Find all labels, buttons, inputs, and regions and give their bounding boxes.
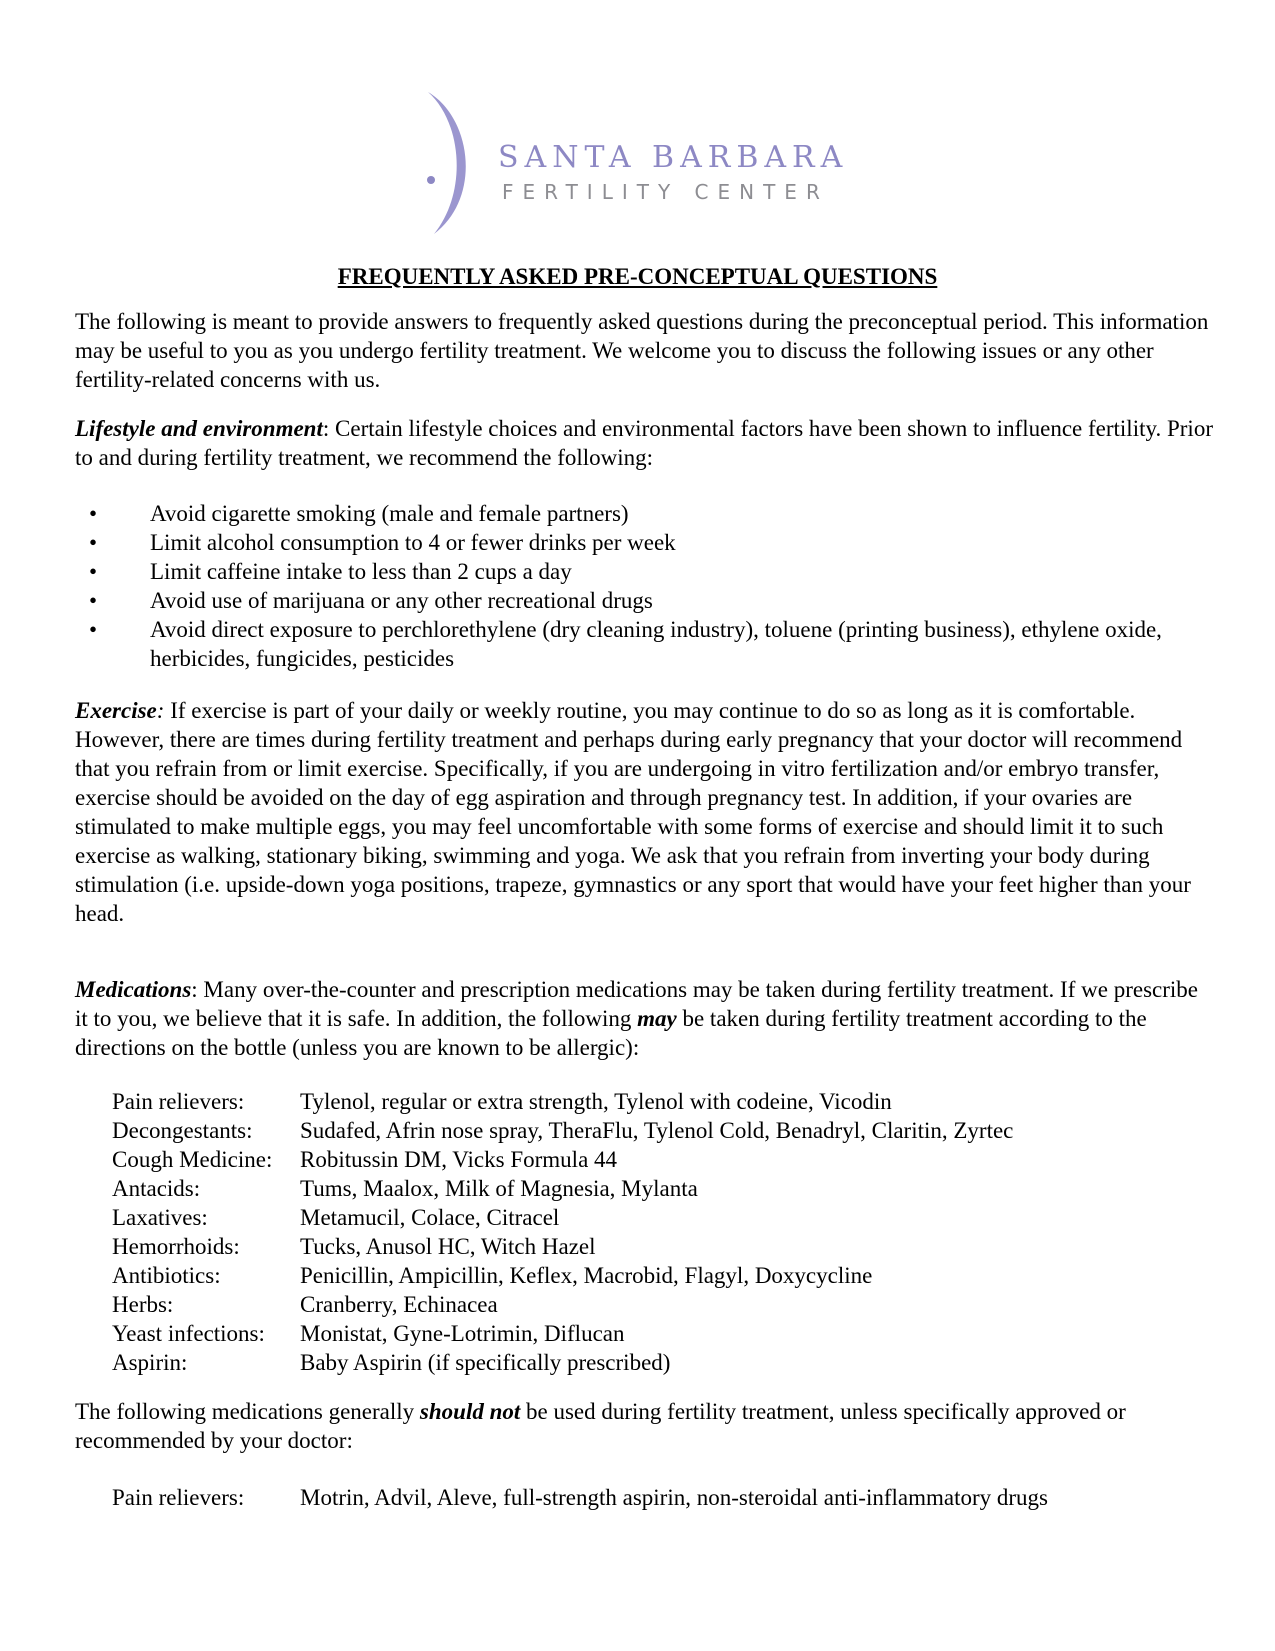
- logo-name-line: SANTA BARBARA: [498, 140, 849, 175]
- allowed-medications-table: [112, 1087, 1013, 1377]
- table-row: Antibiotics: Penicillin, Ampicillin, Keflex, Macrobid, Flagyl, Doxycycline: [112, 1263, 873, 1288]
- logo-subtitle-line: FERTILITY CENTER: [502, 180, 829, 204]
- bullet-icon: •: [89, 588, 98, 613]
- lifestyle-list: [75, 499, 1215, 673]
- table-row: Decongestants: Sudafed, Afrin nose spray, TheraFlu, Tylenol Cold, Benadryl, Claritin, Zyrtec: [112, 1118, 1014, 1143]
- list-item: • Limit caffeine intake to less than 2 cups a day: [89, 559, 572, 584]
- bullet-icon: •: [89, 501, 98, 526]
- list-item: • Avoid use of marijuana or any other recreational drugs: [89, 588, 653, 613]
- table-row: Yeast infections: Monistat, Gyne-Lotrimin, Diflucan: [112, 1321, 625, 1346]
- exercise-heading: Exercise: [75, 698, 157, 723]
- table-row: Aspirin: Baby Aspirin (if specifically prescribed): [112, 1350, 671, 1375]
- lifestyle-paragraph: [75, 414, 1215, 472]
- avoid-medications-paragraph: The following medications generally should not be used during fertility treatment, unless specifically approved or recommended by your doctor:: [75, 1399, 1126, 1453]
- table-row: Herbs: Cranberry, Echinacea: [112, 1292, 498, 1317]
- list-item: • Limit alcohol consumption to 4 or fewer drinks per week: [89, 530, 676, 555]
- list-item: • Avoid direct exposure to perchlorethylene (dry cleaning industry), toluene (printing business), ethylene oxide, herbicides, fungicides, pesticides: [89, 617, 1162, 671]
- logo-crescent-icon: [420, 88, 500, 238]
- list-item: • Avoid cigarette smoking (male and female partners): [89, 501, 629, 526]
- exercise-text: If exercise is part of your daily or weekly routine, you may continue to do so as long as it is comfortable. However, there are times during fertility treatment and perhaps during early pregnancy that your doctor will recommend that you refrain from or limit exercise. Specifically, if you are undergoing in vitro fertilization and/or embryo transfer, exercise should be avoided on the day of egg aspiration and through pregnancy test. In addition, if your ovaries are stimulated to make multiple eggs, you may feel uncomfortable with some forms of exercise and should limit it to such exercise as walking, stationary biking, swimming and yoga. We ask that you refrain from inverting your body during stimulation (i.e. upside-down yoga positions, trapeze, gymnastics or any sport that would have your feet higher than your head.: [75, 698, 1191, 926]
- page-title: FREQUENTLY ASKED PRE-CONCEPTUAL QUESTIONS: [337, 264, 938, 289]
- bullet-icon: •: [89, 530, 98, 555]
- bullet-icon: •: [89, 617, 98, 642]
- avoid-medications-table: [112, 1483, 1048, 1512]
- medications-paragraph: Medications: Many over-the-counter and prescription medications may be taken during fertility treatment. If we prescribe it to you, we believe that it is safe. In addition, the following may be taken during fertility treatment according to the directions on the bottle (unless you are known to be allergic):: [75, 977, 1198, 1060]
- medications-heading: Medications: [75, 977, 192, 1002]
- may-emphasis: may: [637, 1006, 677, 1031]
- bullet-icon: •: [89, 559, 98, 584]
- lifestyle-text: : Certain lifestyle choices and environmental factors have been shown to influence fertility. Prior to and during fertility treatment, we recommend the following:: [75, 416, 1213, 470]
- intro-paragraph: The following is meant to provide answers to frequently asked questions during the preconceptual period. This information may be useful to you as you undergo fertility treatment. We welcome you to discuss the following issues or any other fertility-related concerns with us.: [75, 309, 1209, 392]
- lifestyle-heading: Lifestyle and environment: [75, 416, 323, 441]
- table-row: Laxatives: Metamucil, Colace, Citracel: [112, 1205, 560, 1230]
- should-not-emphasis: should not: [419, 1399, 521, 1424]
- table-row: Cough Medicine: Robitussin DM, Vicks Formula 44: [112, 1147, 618, 1172]
- santa-barbara-fertility-center-logo: [420, 88, 849, 238]
- table-row: Pain relievers: Tylenol, regular or extra strength, Tylenol with codeine, Vicodin: [112, 1089, 892, 1114]
- table-row: Antacids: Tums, Maalox, Milk of Magnesia, Mylanta: [112, 1176, 698, 1201]
- table-row: Hemorrhoids: Tucks, Anusol HC, Witch Hazel: [112, 1234, 596, 1259]
- table-row: Pain relievers: Motrin, Advil, Aleve, full-strength aspirin, non-steroidal anti-inflammatory drugs: [112, 1485, 1049, 1510]
- exercise-paragraph: Exercise: If exercise is part of your daily or weekly routine, you may continue to do so as long as it is comfortable. However, there are times during fertility treatment and perhaps during early pregnancy that your doctor will recommend that you refrain from or limit exercise. Specifically, if you are undergoing in vitro fertilization and/or embryo transfer, exercise should be avoided on the day of egg aspiration and through pregnancy test. In addition, if your ovaries are stimulated to make multiple eggs, you may feel uncomfortable with some forms of exercise and should limit it to such exercise as walking, stationary biking, swimming and yoga. We ask that you refrain from inverting your body during stimulation (i.e. upside-down yoga positions, trapeze, gymnastics or any sport that would have your feet higher than your head.: [75, 698, 1191, 926]
